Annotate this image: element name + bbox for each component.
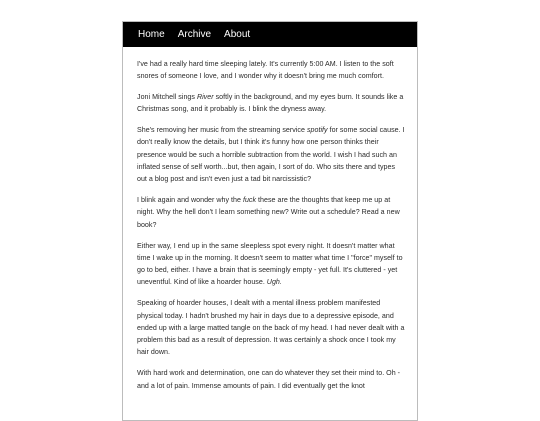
post-paragraph [137, 297, 405, 358]
emphasized-text: fuck [242, 196, 257, 205]
post-paragraph [137, 58, 405, 83]
paragraph-text: these are the thoughts that keep me up at night. Why the hell don't I learn something new? Write out a schedule? Read a new book? [137, 196, 400, 229]
nav-link-archive[interactable]: Archive [177, 29, 212, 40]
emphasized-text: River [196, 93, 214, 102]
paragraph-text: Speaking of hoarder houses, I dealt with a mental illness problem manifested physical today. I hadn't brushed my hair in days due to a depressive episode, and ended up with a large matted tangle on the back of my head. I had never dealt with a problem this bad as a result of depression. It was certainly a shock once I took my hair down. [137, 299, 405, 357]
top-navigation-bar [123, 22, 417, 47]
emphasized-text: Ugh. [266, 278, 282, 287]
post-body [123, 47, 417, 392]
post-paragraph [137, 240, 405, 289]
post-paragraph [137, 91, 405, 116]
paragraph-text: for some social cause. I don't really know the details, but I think it's funny how one person thinks their presence would be such a horrible subtraction from the world. I wish I had such an inflated sense of self worth...but, then again, I sort of do. Who sits there and types out a blog post and isn't even just a tad bit narcissistic? [137, 126, 405, 184]
nav-link-about[interactable]: About [224, 29, 251, 40]
post-paragraph [137, 194, 405, 231]
emphasized-text: spotify [306, 126, 328, 135]
post-paragraph [137, 124, 405, 185]
paragraph-text: I've had a really hard time sleeping lately. It's currently 5:00 AM. I listen to the soft snores of someone I love, and I wonder why it doesn't bring me much comfort. [137, 60, 394, 81]
paragraph-text: I blink again and wonder why the [137, 196, 243, 205]
paragraph-text: Joni Mitchell sings [137, 93, 197, 102]
blog-page [122, 21, 418, 421]
paragraph-text: softly in the background, and my eyes burn. It sounds like a Christmas song, and it probably is. I blink the dryness away. [137, 93, 404, 114]
paragraph-text: With hard work and determination, one can do whatever they set their mind to. Oh - and a lot of pain. Immense amounts of pain. I did eventually get the knot [137, 369, 401, 390]
nav-link-home[interactable]: Home [138, 29, 165, 40]
paragraph-text: She's removing her music from the streaming service [137, 126, 307, 135]
paragraph-text: Either way, I end up in the same sleepless spot every night. It doesn't matter what time I wake up in the morning. It doesn't seem to matter what time I "force" myself to go to bed, either. I have a brain that is seemingly empty - yet full. It's cluttered - yet uneventful. Kind of like a hoarder house. [137, 241, 403, 287]
post-paragraph [137, 367, 405, 392]
